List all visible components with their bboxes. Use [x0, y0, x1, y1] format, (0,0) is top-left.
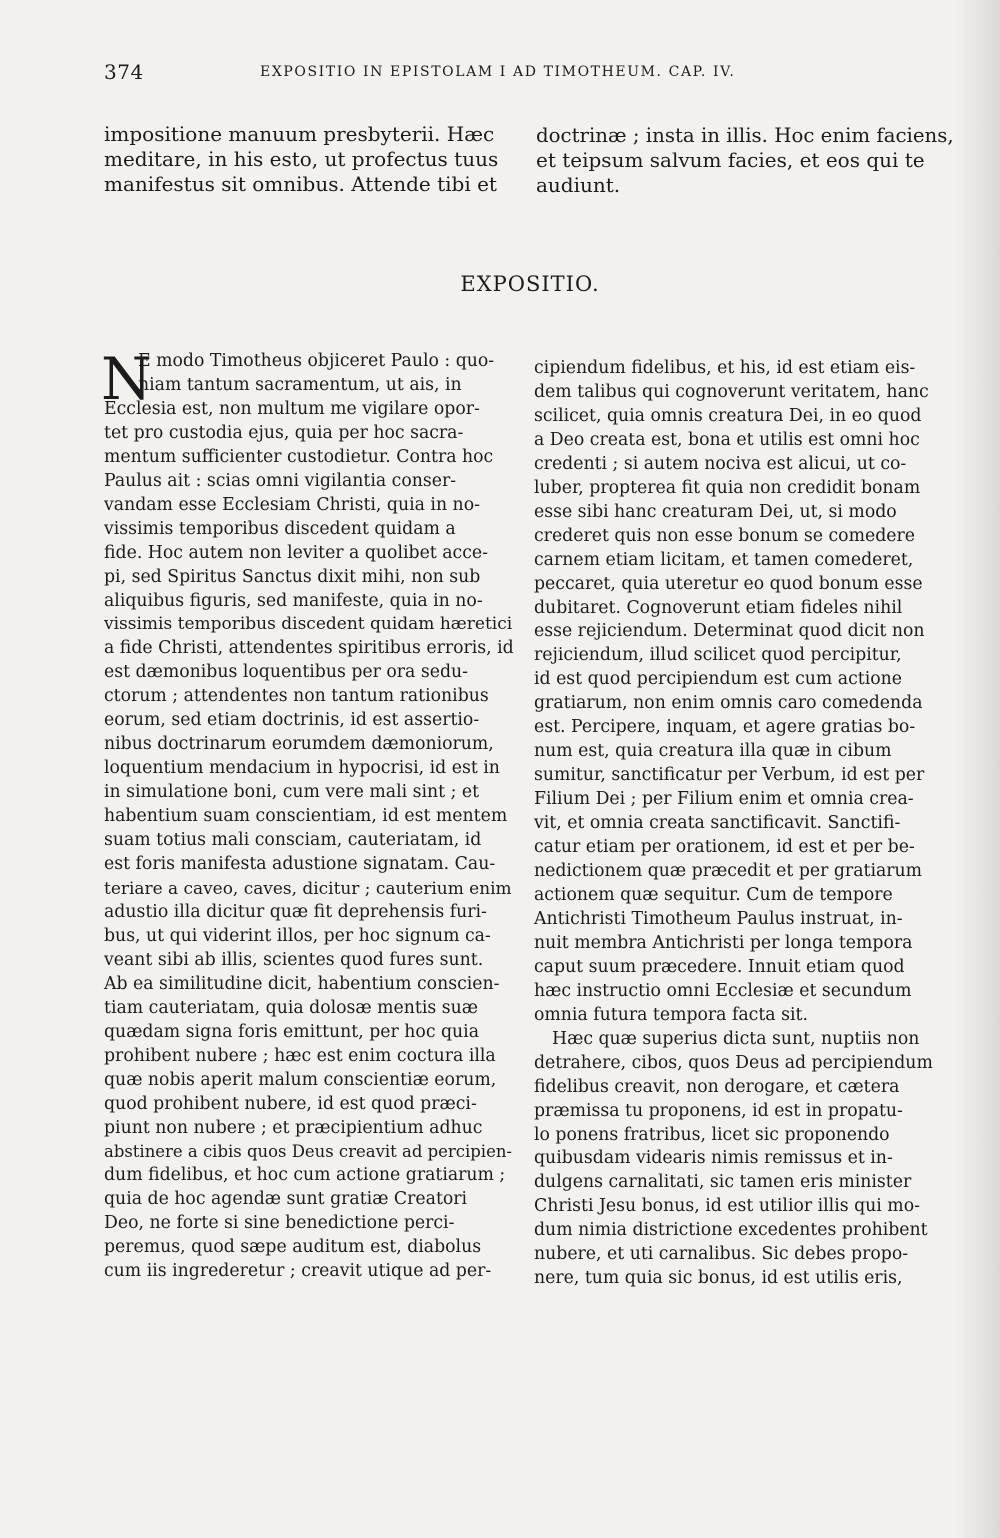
text-line: vit, et omnia creata sanctificavit. Sanctifi-: [534, 813, 901, 834]
text-line: nibus doctrinarum eorumdem dæmoniorum,: [104, 734, 494, 755]
text-line: credenti ; si autem nociva est alicui, ut co-: [534, 453, 907, 474]
text-line: Filium Dei ; per Filium enim et omnia crea-: [534, 789, 914, 810]
text-line: id est quod percipiendum est cum actione: [534, 669, 902, 690]
text-line: catur etiam per orationem, id est et per be-: [534, 837, 915, 858]
text-line: veant sibi ab illis, scientes quod fures sunt.: [104, 949, 484, 970]
scripture-text-right-column: [536, 123, 956, 198]
text-line: quædam signa foris emittunt, per hoc quia: [104, 1021, 480, 1042]
text-line: peremus, quod sæpe auditum est, diabolus: [104, 1237, 482, 1258]
text-line: audiunt.: [536, 173, 621, 197]
text-line: nuit membra Antichristi per longa tempora: [534, 932, 913, 953]
text-line: loquentium mendacium in hypocrisi, id est in: [104, 758, 500, 779]
text-line: pi, sed Spiritus Sanctus dixit mihi, non sub: [104, 566, 481, 587]
text-line: quia de hoc agendæ sunt gratiæ Creatori: [104, 1189, 468, 1210]
text-line: adustio illa dicitur quæ fit deprehensis furi-: [104, 901, 487, 922]
text-line: Paulus ait : scias omni vigilantia conser-: [104, 470, 457, 491]
text-line: tet pro custodia ejus, quia per hoc sacra-: [104, 422, 464, 443]
text-line: præmissa tu proponens, id est in propatu-: [534, 1100, 903, 1121]
text-line: Antichristi Timotheum Paulus instruat, in-: [534, 908, 903, 929]
text-line: est. Percipere, inquam, et agere gratias bo-: [534, 717, 916, 738]
text-line: cum iis ingrederetur ; creavit utique ad per-: [104, 1261, 492, 1282]
text-line: vissimis temporibus discedent quidam hæretici: [104, 614, 513, 635]
text-line: rejiciendum, illud scilicet quod percipitur,: [534, 645, 902, 666]
text-line: actionem quæ sequitur. Cum de tempore: [534, 884, 893, 905]
text-line: eorum, sed etiam doctrinis, id est assertio-: [104, 710, 480, 731]
text-line: hæc instructio omni Ecclesiæ et secundum: [534, 980, 912, 1001]
running-title: EXPOSITIO IN EPISTOLAM I AD TIMOTHEUM. CAP. IV.: [260, 64, 736, 80]
text-line: fidelibus creavit, non derogare, et cætera: [534, 1076, 900, 1097]
text-line: abstinere a cibis quos Deus creavit ad percipien-: [104, 1142, 512, 1162]
text-line: manifestus sit omnibus. Attende tibi et: [104, 172, 497, 196]
text-line: dum nimia districtione excedentes prohibent: [534, 1220, 928, 1241]
text-line: Christi Jesu bonus, id est utilior illis qui mo-: [534, 1196, 920, 1217]
text-line: vandam esse Ecclesiam Christi, quia in no-: [104, 494, 480, 515]
text-line: Hæc quæ superius dicta sunt, nuptiis non: [552, 1028, 920, 1049]
text-line: luber, propterea fit quia non credidit bonam: [534, 477, 921, 498]
text-line: in simulatione boni, cum vere mali sint ; et: [104, 782, 480, 803]
text-line: tiam cauteriatam, quia dolosæ mentis suæ: [104, 997, 478, 1018]
text-line: dubitaret. Cognoverunt etiam fideles nihil: [534, 597, 903, 618]
text-line: nedictionem quæ præcedit et per gratiarum: [534, 861, 923, 882]
text-line: est dæmonibus loquentibus per ora sedu-: [104, 662, 468, 683]
text-line: suam totius mali consciam, cauteriatam, id: [104, 830, 482, 851]
text-line: aliquibus figuris, sed manifeste, quia in no-: [104, 590, 483, 611]
text-line: nere, tum quia sic bonus, id est utilis eris,: [534, 1268, 903, 1289]
text-line: detrahere, cibos, quos Deus ad percipiendum: [534, 1052, 933, 1073]
text-line: carnem etiam licitam, et tamen comederet,: [534, 549, 914, 570]
text-line: impositione manuum presbyterii. Hæc: [104, 122, 495, 146]
exposition-left-column: [104, 350, 514, 1284]
text-line: vissimis temporibus discedent quidam a: [104, 518, 456, 539]
text-line: quod prohibent nubere, id est quod præci-: [104, 1093, 477, 1114]
text-line: bus, ut qui viderint illos, per hoc signum ca-: [104, 925, 491, 946]
text-line: dem talibus qui cognoverunt veritatem, hanc: [534, 381, 929, 402]
page-number: 374: [104, 60, 144, 84]
text-line: E modo Timotheus objiceret Paulo : quo-: [138, 351, 495, 371]
scripture-text-left-column: [104, 122, 516, 197]
text-line: quibusdam videaris nimis remissus et in-: [534, 1148, 893, 1169]
text-line: quæ nobis aperit malum conscientiæ eorum,: [104, 1069, 497, 1090]
text-line: dulgens carnalitati, sic tamen eris minister: [534, 1172, 912, 1193]
text-line: nubere, et uti carnalibus. Sic debes propo-: [534, 1244, 909, 1265]
text-line: ctorum ; attendentes non tantum rationibus: [104, 686, 489, 707]
text-line: Ab ea similitudine dicit, habentium conscien-: [104, 973, 500, 994]
text-line: esse rejiciendum. Determinat quod dicit non: [534, 621, 925, 642]
text-line: est foris manifesta adustione signatam. Cau-: [104, 854, 496, 875]
text-line: piunt non nubere ; et præcipientium adhuc: [104, 1117, 483, 1138]
text-line: esse sibi hanc creaturam Dei, ut, si modo: [534, 501, 897, 522]
text-line: teriare a caveo, caves, dicitur ; cauterium enim: [104, 877, 512, 898]
text-line: meditare, in his esto, ut profectus tuus: [104, 147, 499, 171]
text-line: Ecclesia est, non multum me vigilare opor-: [104, 398, 480, 419]
text-line: lo ponens fratribus, licet sic proponendo: [534, 1124, 890, 1145]
text-line: caput suum præcedere. Innuit etiam quod: [534, 956, 905, 977]
text-line: crederet quis non esse bonum se comedere: [534, 525, 915, 546]
text-line: num est, quia creatura illa quæ in cibum: [534, 741, 892, 762]
text-line: a fide Christi, attendentes spiritibus erroris, id: [104, 638, 514, 659]
text-line: mentum sufficienter custodietur. Contra hoc: [104, 446, 494, 467]
text-line: habentium suam conscientiam, id est mentem: [104, 806, 508, 827]
text-line: niam tantum sacramentum, ut ais, in: [138, 374, 462, 395]
text-line: scilicet, quia omnis creatura Dei, in eo quod: [534, 405, 922, 426]
exposition-right-column: [534, 357, 944, 1291]
page-gutter-shadow: [954, 0, 1000, 1538]
text-line: omnia futura tempora facta sit.: [534, 1004, 808, 1025]
section-heading: EXPOSITIO.: [460, 272, 600, 296]
text-line: doctrinæ ; insta in illis. Hoc enim faciens,: [536, 124, 954, 147]
text-line: Deo, ne forte si sine benedictione perci-: [104, 1213, 455, 1234]
text-line: cipiendum fidelibus, et his, id est etiam eis-: [534, 358, 916, 378]
text-line: prohibent nubere ; hæc est enim coctura illa: [104, 1045, 496, 1066]
text-line: a Deo creata est, bona et utilis est omni hoc: [534, 429, 920, 450]
text-line: fide. Hoc autem non leviter a quolibet acce-: [104, 542, 488, 563]
text-line: sumitur, sanctificatur per Verbum, id est per: [534, 765, 925, 786]
running-head: [104, 58, 954, 88]
text-line: dum fidelibus, et hoc cum actione gratiarum ;: [104, 1165, 506, 1186]
text-line: peccaret, quia uteretur eo quod bonum esse: [534, 573, 923, 594]
drop-cap: N: [101, 345, 152, 413]
text-line: et teipsum salvum facies, et eos qui te: [536, 148, 925, 172]
text-line: gratiarum, non enim omnis caro comedenda: [534, 693, 923, 714]
